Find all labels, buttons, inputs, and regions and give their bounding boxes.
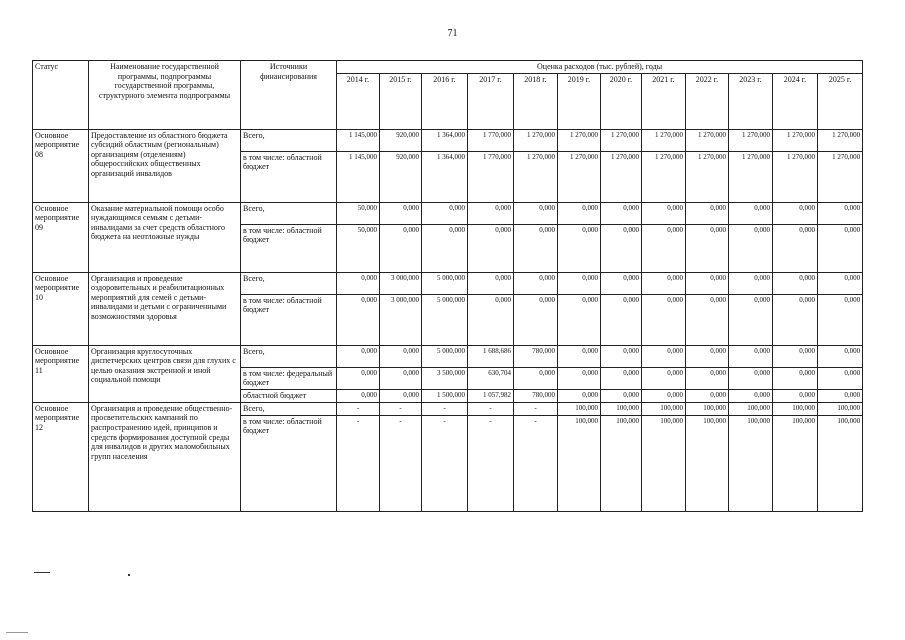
value-cell: 0,000 [642,345,686,367]
value-cell: 920,000 [380,151,422,202]
value-cell: 0,000 [686,272,729,294]
value-cell: 0,000 [468,202,514,224]
header-year: 2020 г. [601,73,642,129]
header-year: 2015 г. [380,73,422,129]
value-cell: 0,000 [468,224,514,272]
value-cell: 0,000 [601,202,642,224]
value-cell: 0,000 [558,294,601,345]
value-cell: 0,000 [642,202,686,224]
name-cell: Организация круглосуточных диспетчерских центров связи для глухих с целью оказания экстренной и иной социальной помощи [89,345,241,402]
source-cell: Всего, [241,345,337,367]
value-cell: 1 057,982 [468,389,514,402]
value-cell: 1 270,000 [558,129,601,151]
value-cell: 0,000 [422,202,468,224]
value-cell: 0,000 [818,389,863,402]
source-cell: Всего, [241,402,337,415]
value-cell: 0,000 [558,345,601,367]
value-cell: 50,000 [337,224,380,272]
value-cell: 0,000 [337,389,380,402]
header-estimate: Оценка расходов (тыс. рублей), годы [337,61,863,74]
value-cell: 1 270,000 [729,129,773,151]
value-cell: 50,000 [337,202,380,224]
value-cell: 0,000 [468,294,514,345]
source-cell: Всего, [241,202,337,224]
value-cell: 0,000 [642,367,686,389]
value-cell: 1 270,000 [642,129,686,151]
value-cell: 1 270,000 [601,151,642,202]
value-cell: 0,000 [729,224,773,272]
value-cell: 0,000 [601,345,642,367]
header-sources: Источники финансирования [241,61,337,130]
value-cell: 100,000 [642,415,686,511]
value-cell: - [422,415,468,511]
table-row [33,402,863,415]
header-year: 2023 г. [729,73,773,129]
value-cell: 0,000 [380,202,422,224]
value-cell: - [514,415,558,511]
value-cell: 100,000 [686,415,729,511]
status-cell: Основное мероприятие 10 [33,272,89,345]
value-cell: 0,000 [337,272,380,294]
value-cell: 1 770,000 [468,129,514,151]
header-year: 2014 г. [337,73,380,129]
value-cell: 0,000 [686,224,729,272]
value-cell: - [514,402,558,415]
value-cell: 100,000 [601,415,642,511]
value-cell: 100,000 [818,415,863,511]
value-cell: 1 145,000 [337,129,380,151]
value-cell: 0,000 [686,367,729,389]
value-cell: 0,000 [558,367,601,389]
value-cell: - [380,402,422,415]
source-cell: областной бюджет [241,389,337,402]
value-cell: 0,000 [818,367,863,389]
value-cell: 0,000 [818,224,863,272]
value-cell: 5 000,000 [422,294,468,345]
source-cell: в том числе: областной бюджет [241,415,337,511]
page-number: 71 [447,28,458,39]
table-row [33,272,863,294]
table-row [33,129,863,151]
value-cell: 3 000,000 [380,272,422,294]
value-cell: 0,000 [514,294,558,345]
value-cell: 630,704 [468,367,514,389]
header-year: 2021 г. [642,73,686,129]
value-cell: - [337,402,380,415]
status-cell: Основное мероприятие 12 [33,402,89,511]
value-cell: 100,000 [773,415,818,511]
value-cell: 0,000 [818,202,863,224]
source-cell: в том числе: федеральный бюджет [241,367,337,389]
budget-table [32,60,863,512]
value-cell: 100,000 [686,402,729,415]
value-cell: 100,000 [642,402,686,415]
value-cell: 0,000 [558,202,601,224]
value-cell: 100,000 [558,402,601,415]
value-cell: 0,000 [773,272,818,294]
value-cell: 1 145,000 [337,151,380,202]
value-cell: 0,000 [380,367,422,389]
table-row [33,345,863,367]
source-cell: в том числе: областной бюджет [241,151,337,202]
value-cell: 0,000 [642,224,686,272]
value-cell: 0,000 [337,345,380,367]
value-cell: - [422,402,468,415]
value-cell: 1 270,000 [686,151,729,202]
value-cell: 0,000 [468,272,514,294]
name-cell: Предоставление из областного бюджета субсидий областным (региональным) организациям (отделениям) общероссийских общественных организаций инвалидов [89,129,241,202]
value-cell: 0,000 [729,389,773,402]
value-cell: 0,000 [422,224,468,272]
value-cell: 0,000 [818,294,863,345]
value-cell: 0,000 [380,389,422,402]
value-cell: 1 688,686 [468,345,514,367]
value-cell: 100,000 [818,402,863,415]
value-cell: 0,000 [337,367,380,389]
value-cell: 5 000,000 [422,272,468,294]
value-cell: 100,000 [729,415,773,511]
value-cell: 100,000 [601,402,642,415]
value-cell: 0,000 [514,367,558,389]
header-year: 2022 г. [686,73,729,129]
scan-artifact [34,572,50,573]
scan-artifact [6,632,28,633]
value-cell: 0,000 [601,389,642,402]
name-cell: Организация и проведение общественно-просветительских кампаний по распространению идей, принципов и средств формирования доступной среды для инвалидов и других маломобильных групп населения [89,402,241,511]
value-cell: 0,000 [686,202,729,224]
value-cell: 1 270,000 [773,151,818,202]
value-cell: 0,000 [601,272,642,294]
header-year: 2019 г. [558,73,601,129]
value-cell: 0,000 [773,224,818,272]
source-cell: Всего, [241,272,337,294]
value-cell: 1 270,000 [818,151,863,202]
value-cell: 100,000 [773,402,818,415]
value-cell: 0,000 [686,294,729,345]
value-cell: 0,000 [729,345,773,367]
value-cell: 0,000 [773,345,818,367]
value-cell: 0,000 [729,367,773,389]
value-cell: 0,000 [601,367,642,389]
header-status: Статус [33,61,89,130]
status-cell: Основное мероприятие 09 [33,202,89,272]
value-cell: 0,000 [601,294,642,345]
value-cell: 0,000 [686,345,729,367]
value-cell: - [380,415,422,511]
status-cell: Основное мероприятие 11 [33,345,89,402]
value-cell: 0,000 [773,389,818,402]
value-cell: 1 270,000 [514,129,558,151]
value-cell: 0,000 [686,389,729,402]
value-cell: 0,000 [773,202,818,224]
value-cell: 100,000 [558,415,601,511]
value-cell: 0,000 [642,272,686,294]
value-cell: 0,000 [558,389,601,402]
value-cell: 0,000 [729,202,773,224]
value-cell: 0,000 [601,224,642,272]
name-cell: Оказание материальной помощи особо нуждающимся семьям с детьми-инвалидами за счет средств областного бюджета на неотложные нужды [89,202,241,272]
header-year: 2018 г. [514,73,558,129]
value-cell: 1 270,000 [601,129,642,151]
value-cell: 0,000 [380,224,422,272]
header-name: Наименование государственной программы, подпрограммы государственной программы, структурного элемента подпрограммы [89,61,241,130]
value-cell: 0,000 [729,272,773,294]
header-year: 2024 г. [773,73,818,129]
value-cell: 0,000 [818,272,863,294]
value-cell: 1 364,000 [422,151,468,202]
source-cell: в том числе: областной бюджет [241,294,337,345]
value-cell: 1 270,000 [686,129,729,151]
value-cell: 0,000 [558,224,601,272]
value-cell: 0,000 [642,389,686,402]
value-cell: 3 500,000 [422,367,468,389]
table-row [33,202,863,224]
value-cell: 1 270,000 [642,151,686,202]
value-cell: 1 270,000 [514,151,558,202]
name-cell: Организация и проведение оздоровительных и реабилитационных мероприятий для семей с детьми-инвалидами и детьми с ограниченными возможностями здоровья [89,272,241,345]
value-cell: 100,000 [729,402,773,415]
value-cell: 0,000 [514,272,558,294]
value-cell: - [468,415,514,511]
source-cell: в том числе: областной бюджет [241,224,337,272]
value-cell: 0,000 [818,345,863,367]
value-cell: 0,000 [642,294,686,345]
scan-artifact [128,574,130,576]
header-year: 2017 г. [468,73,514,129]
value-cell: 0,000 [514,224,558,272]
header-year: 2025 г. [818,73,863,129]
value-cell: 780,000 [514,345,558,367]
value-cell: 0,000 [729,294,773,345]
status-cell: Основное мероприятие 08 [33,129,89,202]
value-cell: 0,000 [380,345,422,367]
value-cell: 0,000 [773,367,818,389]
value-cell: 1 770,000 [468,151,514,202]
value-cell: - [337,415,380,511]
header-row-top [33,61,863,74]
value-cell: 1 270,000 [773,129,818,151]
source-cell: Всего, [241,129,337,151]
header-year: 2016 г. [422,73,468,129]
value-cell: 1 500,000 [422,389,468,402]
value-cell: 0,000 [558,272,601,294]
value-cell: 920,000 [380,129,422,151]
value-cell: 1 270,000 [818,129,863,151]
value-cell: 0,000 [773,294,818,345]
value-cell: 0,000 [337,294,380,345]
value-cell: 780,000 [514,389,558,402]
value-cell: - [468,402,514,415]
value-cell: 1 270,000 [558,151,601,202]
value-cell: 3 000,000 [380,294,422,345]
value-cell: 1 364,000 [422,129,468,151]
value-cell: 1 270,000 [729,151,773,202]
value-cell: 0,000 [514,202,558,224]
value-cell: 5 000,000 [422,345,468,367]
